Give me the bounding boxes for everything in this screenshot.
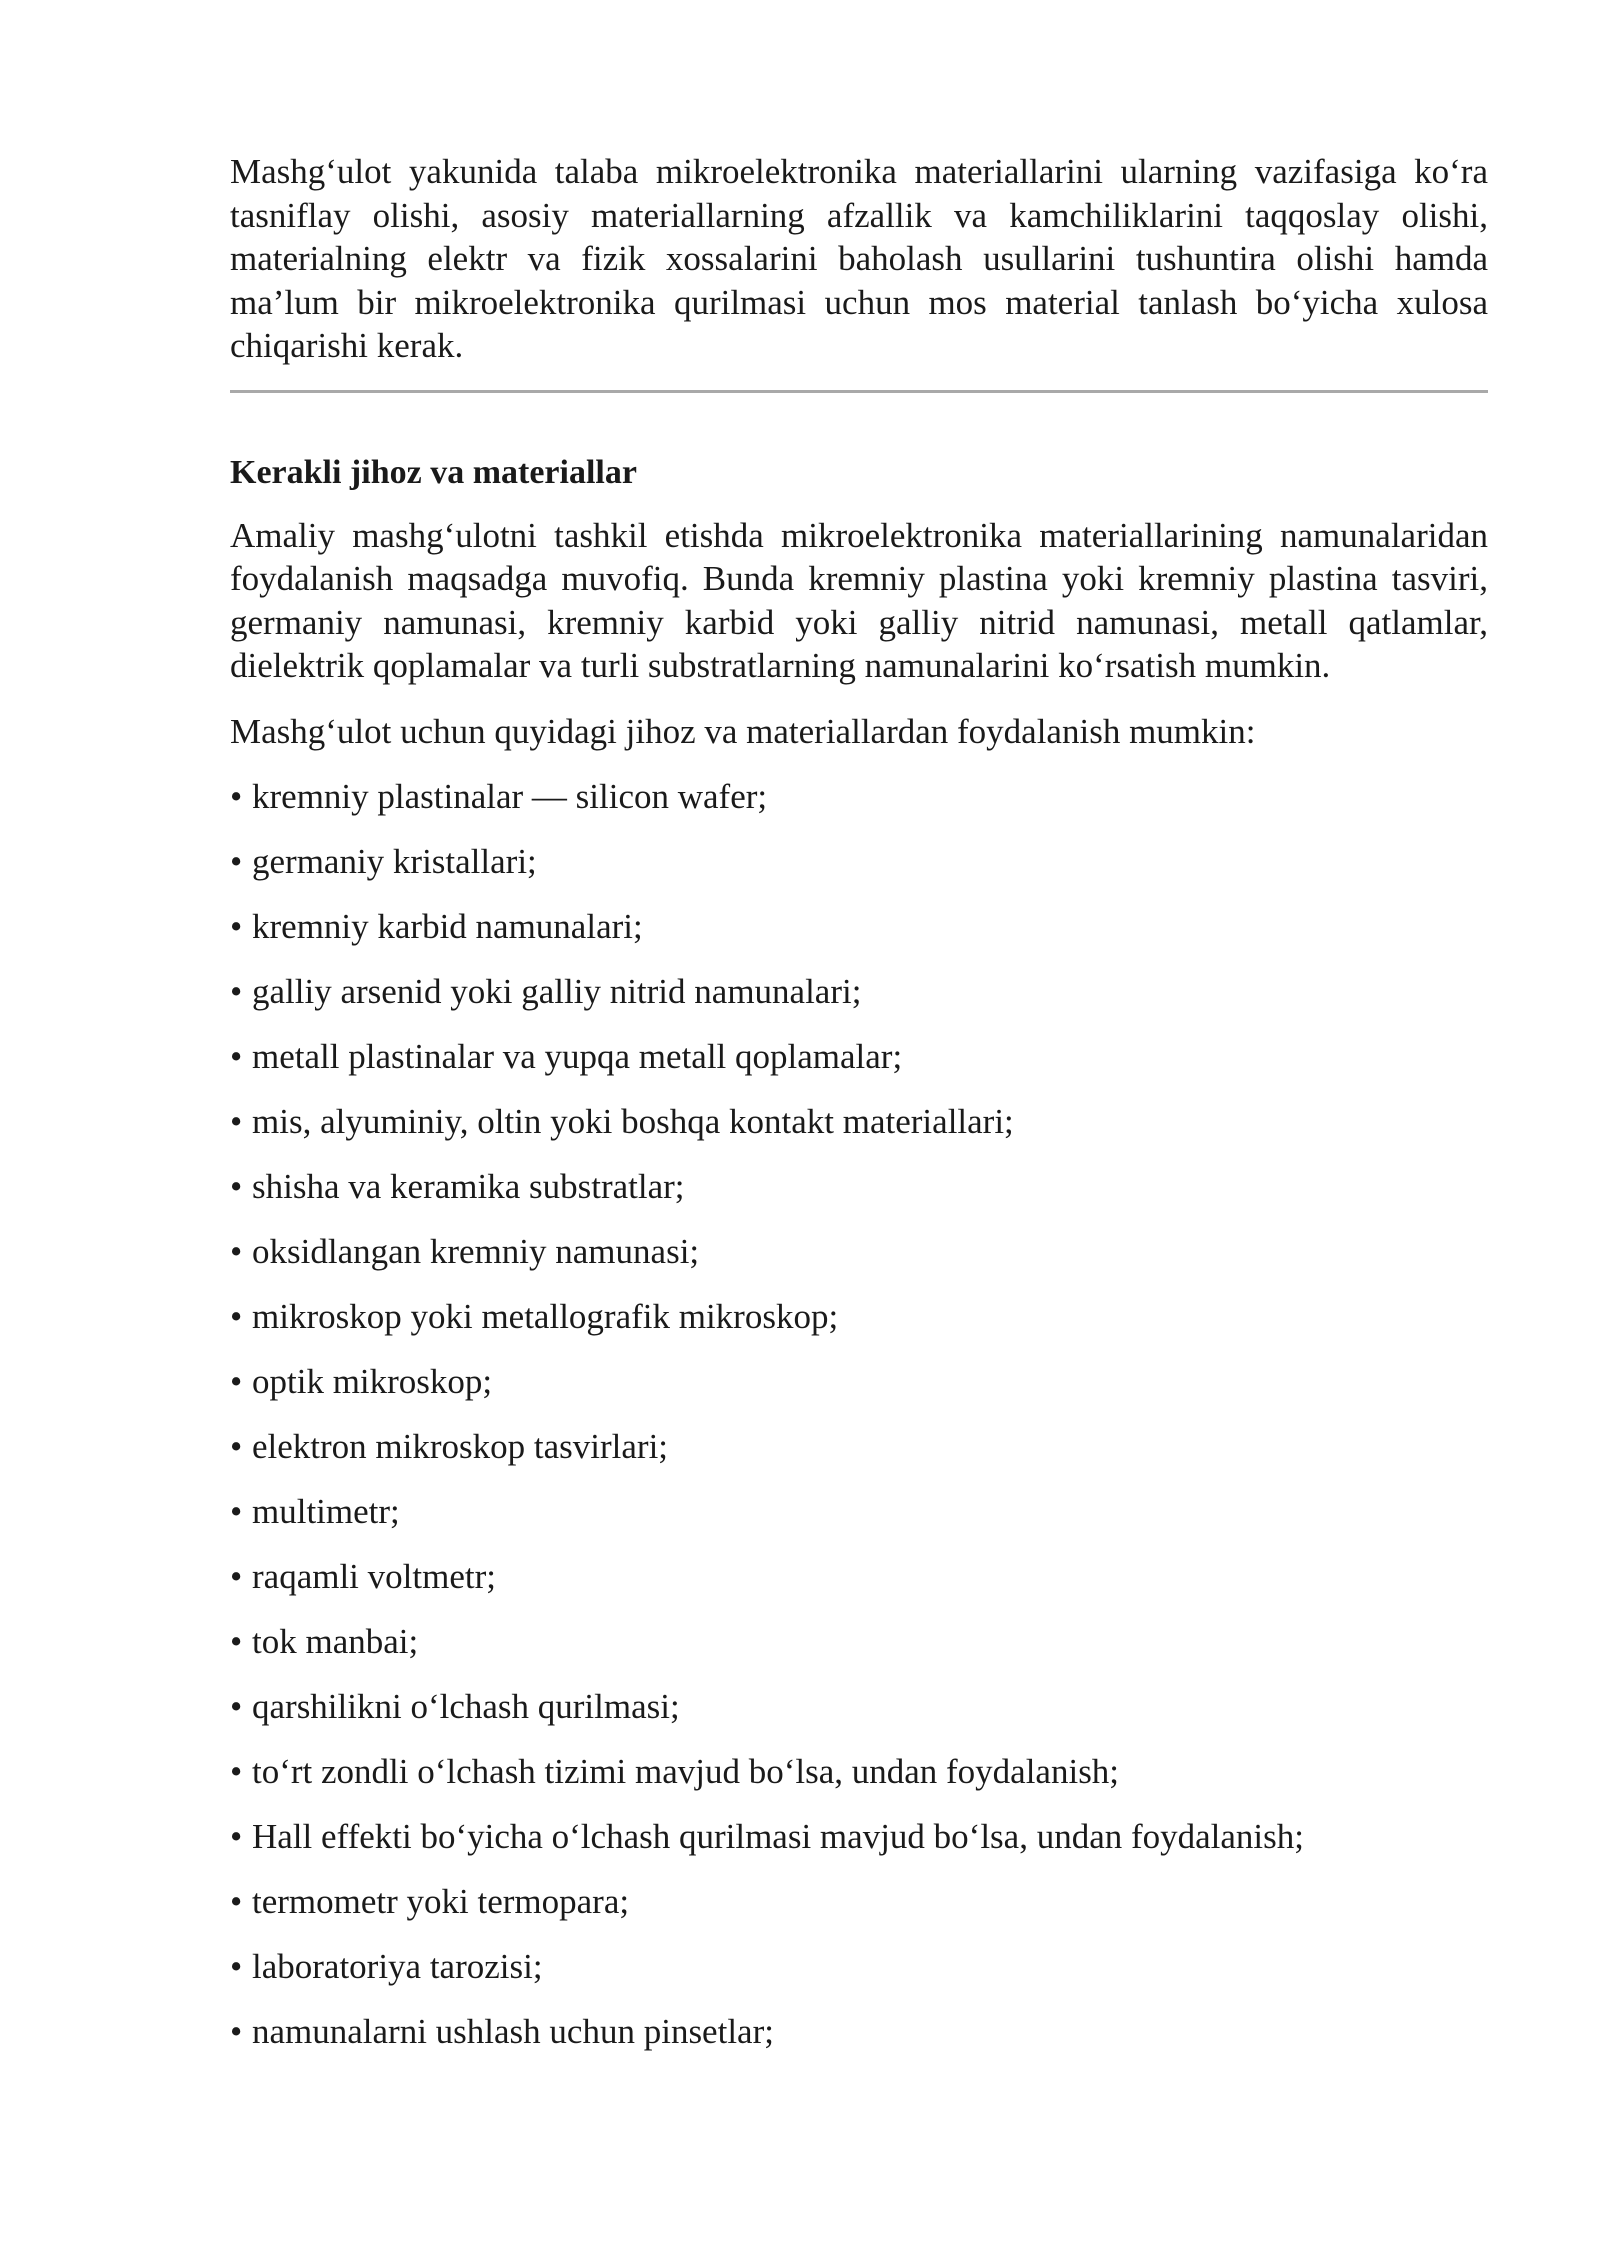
list-item-text: termometr yoki termopara; (252, 1882, 630, 1921)
bullet-icon: • (230, 1817, 243, 1856)
list-lead-paragraph: Mashg‘ulot uchun quyidagi jihoz va materiallardan foydalanish mumkin: (230, 711, 1256, 751)
bullet-icon: • (230, 842, 243, 881)
list-item-text: shisha va keramika substratlar; (252, 1167, 685, 1206)
bullet-icon: • (230, 1362, 243, 1401)
bullet-icon: • (230, 1687, 243, 1726)
list-item (230, 1360, 1488, 1404)
equipment-intro-paragraph: Amaliy mashg‘ulotni tashkil etishda mikroelektronika materiallarining namunalaridan foydalanish maqsadga muvofiq. Bunda kremniy plastina yoki kremniy plastina tasviri, germaniy namunasi, kremniy karbid yoki galliy nitrid namunasi, metall qatlamlar, dielektrik qoplamalar va turli substratlarning namunalarini ko‘rsatish mumkin. (230, 515, 1488, 685)
list-item-text: kremniy karbid namunalari; (252, 907, 643, 946)
document-page (230, 150, 1488, 2075)
horizontal-divider (230, 390, 1488, 393)
bullet-icon: • (230, 1557, 243, 1596)
list-item (230, 1490, 1488, 1534)
list-item-text: namunalarni ushlash uchun pinsetlar; (252, 2012, 774, 2051)
list-item-text: mis, alyuminiy, oltin yoki boshqa kontakt materiallari; (252, 1102, 1014, 1141)
bullet-icon: • (230, 2012, 243, 2051)
outcome-paragraph: Mashg‘ulot yakunida talaba mikroelektronika materiallarini ularning vazifasiga ko‘ra tasniflay olishi, asosiy materiallarning afzallik va kamchiliklarini taqqoslay olishi, materialning elektr va fizik xossalarini baholash usullarini tushuntira olishi hamda ma’lum bir mikroelektronika qurilmasi uchun mos material tanlash bo‘yicha xulosa chiqarishi kerak. (230, 152, 1488, 365)
bullet-icon: • (230, 1167, 243, 1206)
bullet-icon: • (230, 1297, 243, 1336)
bullet-icon: • (230, 1752, 243, 1791)
list-item (230, 970, 1488, 1014)
list-item (230, 1165, 1488, 1209)
list-item (230, 1620, 1488, 1664)
bullet-icon: • (230, 1232, 243, 1271)
list-item-text: kremniy plastinalar — silicon wafer; (252, 777, 768, 816)
bullet-icon: • (230, 1882, 243, 1921)
list-item-text: laboratoriya tarozisi; (252, 1947, 543, 1986)
bullet-icon: • (230, 1622, 243, 1661)
list-item (230, 1945, 1488, 1989)
list-item (230, 1100, 1488, 1144)
list-item-text: galliy arsenid yoki galliy nitrid namunalari; (252, 972, 862, 1011)
list-item-text: germaniy kristallari; (252, 842, 537, 881)
list-item-text: to‘rt zondli o‘lchash tizimi mavjud bo‘lsa, undan foydalanish; (252, 1752, 1120, 1791)
list-item (230, 1750, 1488, 1794)
list-item-text: multimetr; (252, 1492, 400, 1531)
list-item (230, 1880, 1488, 1924)
list-item (230, 1685, 1488, 1729)
list-item-text: qarshilikni o‘lchash qurilmasi; (252, 1687, 680, 1726)
list-item-text: oksidlangan kremniy namunasi; (252, 1232, 700, 1271)
bullet-icon: • (230, 1947, 243, 1986)
section-heading: Kerakli jihoz va materiallar (230, 453, 637, 491)
list-item (230, 1230, 1488, 1274)
list-item (230, 1555, 1488, 1599)
list-item-text: optik mikroskop; (252, 1362, 493, 1401)
bullet-icon: • (230, 907, 243, 946)
list-item (230, 1295, 1488, 1339)
bullet-icon: • (230, 972, 243, 1011)
list-item-text: raqamli voltmetr; (252, 1557, 496, 1596)
list-item (230, 775, 1488, 819)
list-item-text: metall plastinalar va yupqa metall qoplamalar; (252, 1037, 903, 1076)
bullet-icon: • (230, 1037, 243, 1076)
list-item (230, 2010, 1488, 2054)
list-item (230, 1035, 1488, 1079)
list-item (230, 905, 1488, 949)
list-item-text: mikroskop yoki metallografik mikroskop; (252, 1297, 839, 1336)
bullet-icon: • (230, 1427, 243, 1466)
list-item-text: Hall effekti bo‘yicha o‘lchash qurilmasi mavjud bo‘lsa, undan foydalanish; (252, 1817, 1304, 1856)
list-item (230, 1425, 1488, 1469)
list-item-text: tok manbai; (252, 1622, 419, 1661)
bullet-icon: • (230, 1102, 243, 1141)
equipment-list (230, 775, 1488, 2054)
list-item (230, 840, 1488, 884)
bullet-icon: • (230, 777, 243, 816)
list-item (230, 1815, 1488, 1859)
bullet-icon: • (230, 1492, 243, 1531)
list-item-text: elektron mikroskop tasvirlari; (252, 1427, 669, 1466)
